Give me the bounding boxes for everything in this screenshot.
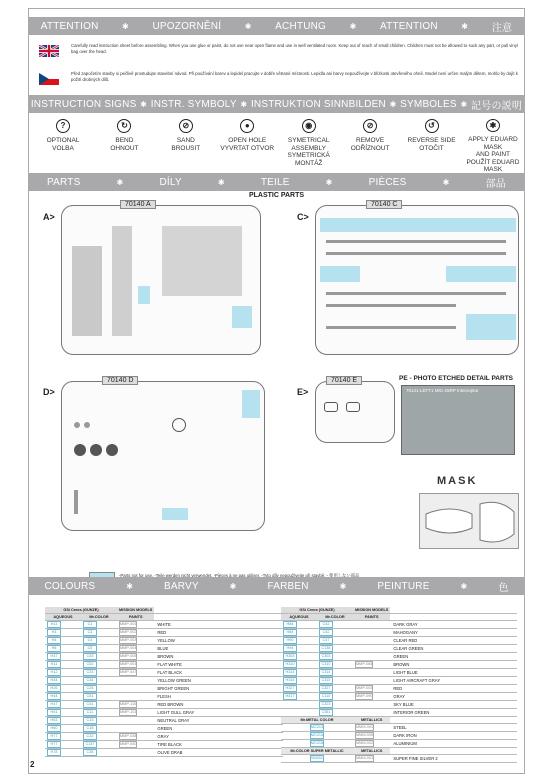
color-code: H37 xyxy=(47,653,61,660)
table-sub-aqueous: AQUEOUS xyxy=(281,614,317,621)
color-code: H84 xyxy=(283,629,297,636)
color-name: NEUTRAL GRAY xyxy=(154,716,283,724)
color-code: MMP-101 xyxy=(120,709,137,714)
color-code: MMP-047 xyxy=(120,669,137,674)
part-canopy xyxy=(324,402,338,412)
part-fuselage-half xyxy=(72,246,102,336)
table-row xyxy=(45,668,283,676)
warning-cz xyxy=(39,71,519,85)
color-code: H5 xyxy=(47,645,61,652)
color-code: SM201 xyxy=(310,756,324,761)
colours-table-left xyxy=(45,607,283,757)
color-code: C38 xyxy=(83,749,97,756)
parts-band xyxy=(29,173,524,191)
table-row xyxy=(281,628,517,636)
table-subheader-row xyxy=(281,716,517,723)
color-name: BROWN xyxy=(390,660,517,668)
color-code: MMP-001 xyxy=(120,661,137,666)
color-code: H77 xyxy=(47,733,61,740)
sprue-d-label: D> xyxy=(43,387,55,397)
color-code: H314 xyxy=(283,669,297,676)
signs-label: SYMBOLES xyxy=(400,98,457,110)
part-wheel xyxy=(74,444,86,456)
color-name: WHITE xyxy=(154,620,283,628)
instruction-sign-label: BEND OHNOUT xyxy=(110,137,139,152)
table-row xyxy=(45,692,283,700)
reverse-side-icon: ↺ xyxy=(425,119,439,133)
color-code: C41 xyxy=(83,701,97,708)
instruction-sign xyxy=(217,119,277,169)
table-row xyxy=(281,755,517,763)
color-name: YELLOW xyxy=(154,636,283,644)
band-separator-icon: ✱ xyxy=(244,21,252,31)
band-separator-icon: ✱ xyxy=(122,21,129,31)
color-code: H417 xyxy=(283,693,297,700)
instruction-signs xyxy=(33,119,523,173)
color-code: C3 xyxy=(83,629,97,636)
color-code: H26 xyxy=(47,685,61,692)
signs-label: INSTRUKTION SINNBILDEN xyxy=(250,98,386,110)
color-code: H44 xyxy=(47,693,61,700)
unused-part-highlight xyxy=(466,314,516,340)
part-ring xyxy=(172,418,186,432)
color-name: GRAY xyxy=(390,692,517,700)
parts-label: DÍLY xyxy=(159,176,182,188)
part-rod xyxy=(326,240,506,243)
table-row xyxy=(281,660,517,668)
table-row xyxy=(45,636,283,644)
color-code: H53 xyxy=(47,717,61,724)
color-name: GREEN xyxy=(390,652,517,660)
table-subheader-row xyxy=(281,747,517,754)
color-code: H34 xyxy=(47,677,61,684)
color-code: H94 xyxy=(283,645,297,652)
attention-label: 注意 xyxy=(491,22,513,34)
sprue-e-code: 70140 E xyxy=(326,376,362,385)
table-row xyxy=(281,644,517,652)
table-subheader: Mr.METAL COLOR xyxy=(281,716,353,723)
parts-label: PARTS xyxy=(47,176,81,188)
instruction-page xyxy=(28,8,525,774)
color-name: OLIVE DRAB xyxy=(154,748,283,756)
band-separator-icon: ✱ xyxy=(229,581,237,591)
color-name: BRIGHT GREEN xyxy=(154,684,283,692)
color-code: MMM-001 xyxy=(356,724,374,729)
instruction-sign-label: APPLY EDUARD MASK AND PAINT POUŽÍT EDUARD MASK xyxy=(466,136,520,173)
cz-flag-icon xyxy=(39,73,59,85)
mask-sheet xyxy=(419,493,519,549)
instruction-signs-band xyxy=(29,95,524,113)
instruction-sign xyxy=(94,119,154,169)
color-code: H315 xyxy=(283,677,297,684)
part-wheel xyxy=(84,422,90,428)
sprue-c xyxy=(315,201,519,355)
color-name: MAHOGANY xyxy=(390,628,517,636)
instruction-sign-label: REVERSE SIDE OTOČIT xyxy=(407,137,456,152)
color-code: C351 xyxy=(319,709,333,716)
color-name: RED xyxy=(390,684,517,692)
color-name: TIRE BLACK xyxy=(154,740,283,748)
table-row xyxy=(45,676,283,684)
color-code: C323 xyxy=(319,701,333,708)
eduard-mask-logo: MASK xyxy=(437,475,478,487)
color-code: H51 xyxy=(47,709,61,716)
color-code: C32 xyxy=(83,733,97,740)
part-wheel xyxy=(74,422,80,428)
table-subheader: METALLICS xyxy=(353,747,390,754)
colours-label: COLOURS xyxy=(44,580,96,592)
color-code: C42 xyxy=(319,621,333,628)
color-code: MMP-110 xyxy=(120,701,137,706)
table-head-mission: MISSION MODELS xyxy=(119,608,153,612)
color-code: MMP-084 xyxy=(356,661,373,666)
table-row xyxy=(281,684,517,692)
attention-label: ATTENTION xyxy=(40,20,99,32)
color-code: MMP-001 xyxy=(120,621,137,626)
unused-part-highlight xyxy=(446,266,516,282)
table-sub-paints: PAINTS xyxy=(353,614,390,621)
color-name: RED xyxy=(154,628,283,636)
question-icon: ? xyxy=(56,119,70,133)
color-code: C4 xyxy=(83,637,97,644)
colours-label: FARBEN xyxy=(267,580,309,592)
color-code: C327 xyxy=(319,685,333,692)
unused-part-highlight xyxy=(320,266,360,282)
color-code: C62 xyxy=(83,661,97,668)
part-strut xyxy=(74,490,78,514)
color-name: FLAT BLACK xyxy=(154,668,283,676)
color-code: H4 xyxy=(47,637,61,644)
table-row xyxy=(281,731,517,739)
color-name: GREEN xyxy=(154,724,283,732)
color-code: MMM-002 xyxy=(356,740,374,745)
color-code: MC218 xyxy=(310,740,324,745)
warning-en xyxy=(39,43,519,57)
table-row xyxy=(45,700,283,708)
sprue-a-code: 70140 A xyxy=(120,200,156,209)
color-code: H47 xyxy=(47,701,61,708)
eduard-mask-icon: ✱ xyxy=(486,119,500,132)
table-row xyxy=(45,660,283,668)
table-subheader: Mr.COLOR SUPER METALLIC xyxy=(281,747,353,754)
color-code: H60 xyxy=(47,725,61,732)
part-rod xyxy=(326,252,506,255)
uk-flag-icon xyxy=(39,45,59,57)
page-number: 2 xyxy=(30,760,35,769)
instruction-sign-label: REMOVE ODŘÍZNOUT xyxy=(350,137,390,152)
band-separator-icon: ✱ xyxy=(349,21,357,31)
table-sub-mrcolor: Mr.COLOR xyxy=(317,614,353,621)
sprue-c-label: C> xyxy=(297,212,309,222)
color-code: H90 xyxy=(283,637,297,644)
color-code: H310 xyxy=(283,661,297,668)
unused-part-highlight xyxy=(138,286,150,304)
unused-part-highlight xyxy=(162,508,188,520)
table-row xyxy=(45,716,283,724)
part-wheel xyxy=(90,444,102,456)
part-rod xyxy=(326,326,456,329)
band-separator-icon: ✱ xyxy=(442,177,450,187)
band-separator-icon: ✱ xyxy=(339,581,347,591)
color-code: C47 xyxy=(319,637,333,644)
color-code: C26 xyxy=(83,685,97,692)
color-code: MMP-003 xyxy=(120,637,137,642)
color-name: FLESH xyxy=(154,692,283,700)
color-code: MMM-001 xyxy=(356,756,374,761)
warning-text-en: Carefully read instruction sheet before assembling. When you use glue or paint, do not use near open flame and use in well ventilated room. Keep out of reach of small children. Children must not be allowed to suck any part, or pull vinyl bag over the head. xyxy=(71,43,518,54)
color-code: MMP-038 xyxy=(120,733,137,738)
color-code: H303 xyxy=(283,653,297,660)
sprue-d-code: 70140 D xyxy=(102,376,138,385)
signs-label: INSTRUCTION SIGNS xyxy=(30,98,137,110)
color-name: SUPER FINE SILVER 2 xyxy=(390,755,517,763)
table-row xyxy=(281,668,517,676)
color-name: LIGHT BLUE xyxy=(390,668,517,676)
pe-fret xyxy=(401,385,515,455)
instruction-sign xyxy=(33,119,93,169)
instruction-sign-label: SAND BROUSIT xyxy=(171,137,201,152)
attention-label: ACHTUNG xyxy=(275,20,327,32)
attention-label: ATTENTION xyxy=(380,20,438,32)
color-code: C1 xyxy=(83,621,97,628)
color-code: C314 xyxy=(319,669,333,676)
sprue-a-label: A> xyxy=(43,212,55,222)
color-code: H84 xyxy=(283,621,297,628)
band-separator-icon: ✱ xyxy=(116,177,124,187)
color-code: C315 xyxy=(319,677,333,684)
attention-band xyxy=(29,17,524,35)
parts-label: PIÈCES xyxy=(368,176,407,188)
band-separator-icon: ✱ xyxy=(460,99,468,109)
table-row xyxy=(45,732,283,740)
color-code: C43 xyxy=(83,653,97,660)
color-code: C34 xyxy=(83,677,97,684)
bend-icon: ↻ xyxy=(117,119,131,133)
color-code: C310 xyxy=(319,661,333,668)
table-row xyxy=(281,700,517,708)
unused-part-highlight xyxy=(320,218,516,232)
color-code: MMP-004 xyxy=(120,645,137,650)
instruction-sign xyxy=(463,119,523,173)
color-code: MMP-040 xyxy=(120,741,137,746)
table-sub-mrcolor: Mr.COLOR xyxy=(81,614,117,621)
unused-part-highlight xyxy=(232,306,252,328)
signs-label: 記号の説明 xyxy=(471,100,523,112)
colours-table-right xyxy=(281,607,517,763)
color-code: MMP-090 xyxy=(356,693,373,698)
table-row xyxy=(45,620,283,628)
band-separator-icon: ✱ xyxy=(461,21,469,31)
parts-label: 部品 xyxy=(485,178,506,190)
part-fuselage-half xyxy=(112,226,132,336)
band-separator-icon: ✱ xyxy=(140,99,148,109)
table-sub-aqueous: AQUEOUS xyxy=(45,614,81,621)
color-code: C110 xyxy=(319,693,333,700)
remove-icon: ⊘ xyxy=(363,119,377,133)
table-row xyxy=(281,708,517,716)
signs-label: INSTR. SYMBOLY xyxy=(150,98,237,110)
instruction-sign xyxy=(279,119,339,169)
sand-icon: ⊘ xyxy=(179,119,193,133)
pe-fret-caption: 70141-LEFT1 MiG-25RP Interceptor xyxy=(406,388,479,393)
sprue-a xyxy=(61,201,261,355)
table-row xyxy=(281,723,517,731)
table-row xyxy=(45,748,283,756)
color-name: INTERIOR GREEN xyxy=(390,708,517,716)
color-code: H12 xyxy=(47,669,61,676)
color-name: SKY BLUE xyxy=(390,700,517,708)
sprue-e-label: E> xyxy=(297,387,309,397)
band-separator-icon: ✱ xyxy=(325,177,333,187)
part-canopy xyxy=(346,402,360,412)
table-row xyxy=(281,620,517,628)
pe-parts-title: PE - PHOTO ETCHED DETAIL PARTS xyxy=(399,375,514,382)
band-separator-icon: ✱ xyxy=(217,177,225,187)
open-hole-icon: ● xyxy=(240,119,254,133)
color-code: MMP-005 xyxy=(120,653,137,658)
sprue-e xyxy=(315,377,395,443)
table-row xyxy=(281,652,517,660)
unused-parts-legend-text: -Parts not for use. -Teile werden nicht verwendet. -Pièces à ne pas utiliser. -Tyto díly nepoužívejte při stavbě. - 使用しない部品 xyxy=(119,572,360,578)
color-name: RED BROWN xyxy=(154,700,283,708)
table-row xyxy=(281,676,517,684)
table-row xyxy=(45,724,283,732)
color-code: C303 xyxy=(319,653,333,660)
color-code: H78 xyxy=(47,749,61,756)
band-separator-icon: ✱ xyxy=(126,581,134,591)
color-name: BLUE xyxy=(154,644,283,652)
color-name: CLEAR GREEN xyxy=(390,644,517,652)
color-code: MMM-005 xyxy=(356,732,374,737)
color-name: CLEAR RED xyxy=(390,636,517,644)
table-row xyxy=(281,636,517,644)
color-code: H11 xyxy=(47,661,61,668)
color-code: C11 xyxy=(83,709,97,716)
band-separator-icon: ✱ xyxy=(389,99,397,109)
color-code: C33 xyxy=(83,669,97,676)
color-name: GRAY xyxy=(154,732,283,740)
plastic-parts-title: PLASTIC PARTS xyxy=(248,192,305,199)
color-code: H3 xyxy=(47,629,61,636)
color-name: STEEL xyxy=(390,723,517,731)
color-code: MMP-003 xyxy=(356,685,373,690)
color-name: FLAT WHITE xyxy=(154,660,283,668)
table-row xyxy=(45,652,283,660)
colours-label: 色 xyxy=(498,582,509,594)
color-name: YELLOW GREEN xyxy=(154,676,283,684)
color-code: MC214 xyxy=(310,732,324,737)
color-name: DARK GRAY xyxy=(390,620,517,628)
color-code: C5 xyxy=(83,645,97,652)
band-separator-icon: ✱ xyxy=(240,99,248,109)
part-rod xyxy=(326,292,506,295)
color-name: DARK IRON xyxy=(390,731,517,739)
color-code: H11 xyxy=(47,621,61,628)
color-code: C18 xyxy=(83,725,97,732)
color-code: C42 xyxy=(319,629,333,636)
instruction-sign xyxy=(156,119,216,169)
parts-label: TEILE xyxy=(260,176,290,188)
instruction-sign-label: OPTIONAL VOLBA xyxy=(46,137,80,152)
table-row xyxy=(45,708,283,716)
colours-label: PEINTURE xyxy=(377,580,430,592)
warning-text-cz: Před započetím stavby si pečlivě prostudujte stavební návod. Při používání barev a lepidel pracujte v dobře větrané místnosti. Lepidla ani barvy nepoužívejte v blízkosti otevřeného ohně. Model není určen malým dětem, mohlo by dojít k požití drobných dílů. xyxy=(71,71,518,82)
table-row xyxy=(45,644,283,652)
color-name: LIGHT AIRCRAFT GRAY xyxy=(390,676,517,684)
colours-band xyxy=(29,577,524,595)
colours-label: BARVY xyxy=(164,580,199,592)
color-code: MMP-002 xyxy=(120,629,137,634)
band-separator-icon: ✱ xyxy=(460,581,468,591)
instruction-sign xyxy=(402,119,462,169)
color-code: H327 xyxy=(283,685,297,692)
instruction-sign-label: OPEN HOLE VYVRTAT OTVOR xyxy=(220,137,275,152)
table-row xyxy=(45,628,283,636)
color-code: MC213 xyxy=(310,724,324,729)
sprue-c-code: 70140 C xyxy=(366,200,402,209)
color-name: ALUMINIUM xyxy=(390,739,517,747)
part-rod xyxy=(326,304,456,307)
table-row xyxy=(281,739,517,747)
color-code: C13 xyxy=(83,717,97,724)
color-code: H77 xyxy=(47,741,61,748)
attention-label: UPOZORNĚNÍ xyxy=(152,20,222,32)
part-wing xyxy=(162,226,242,296)
sprue-d xyxy=(61,377,265,531)
mask-canopy-shapes xyxy=(420,494,520,550)
color-code: C51 xyxy=(83,693,97,700)
table-head-mission: MISSION MODELS xyxy=(355,608,389,612)
table-row xyxy=(45,740,283,748)
table-head-gunze: GSi Creos (GUNZE) xyxy=(45,607,117,614)
unused-part-highlight xyxy=(242,390,260,418)
table-row xyxy=(45,684,283,692)
color-code: C138 xyxy=(319,645,333,652)
color-name: BROWN xyxy=(154,652,283,660)
table-head-gunze: GSi Creos (GUNZE) xyxy=(281,607,353,614)
table-subheader: METALLICS xyxy=(353,716,390,723)
symmetrical-icon: ◉ xyxy=(302,119,316,133)
part-wheel xyxy=(106,444,118,456)
table-sub-paints: PAINTS xyxy=(117,614,154,621)
instruction-sign xyxy=(340,119,400,169)
color-name: LIGHT GULL GRAY xyxy=(154,708,283,716)
color-code: C137 xyxy=(83,741,97,748)
instruction-sign-label: SYMETRICAL ASSEMBLY SYMETRICKÁ MONTÁŽ xyxy=(287,137,330,167)
table-row xyxy=(281,692,517,700)
